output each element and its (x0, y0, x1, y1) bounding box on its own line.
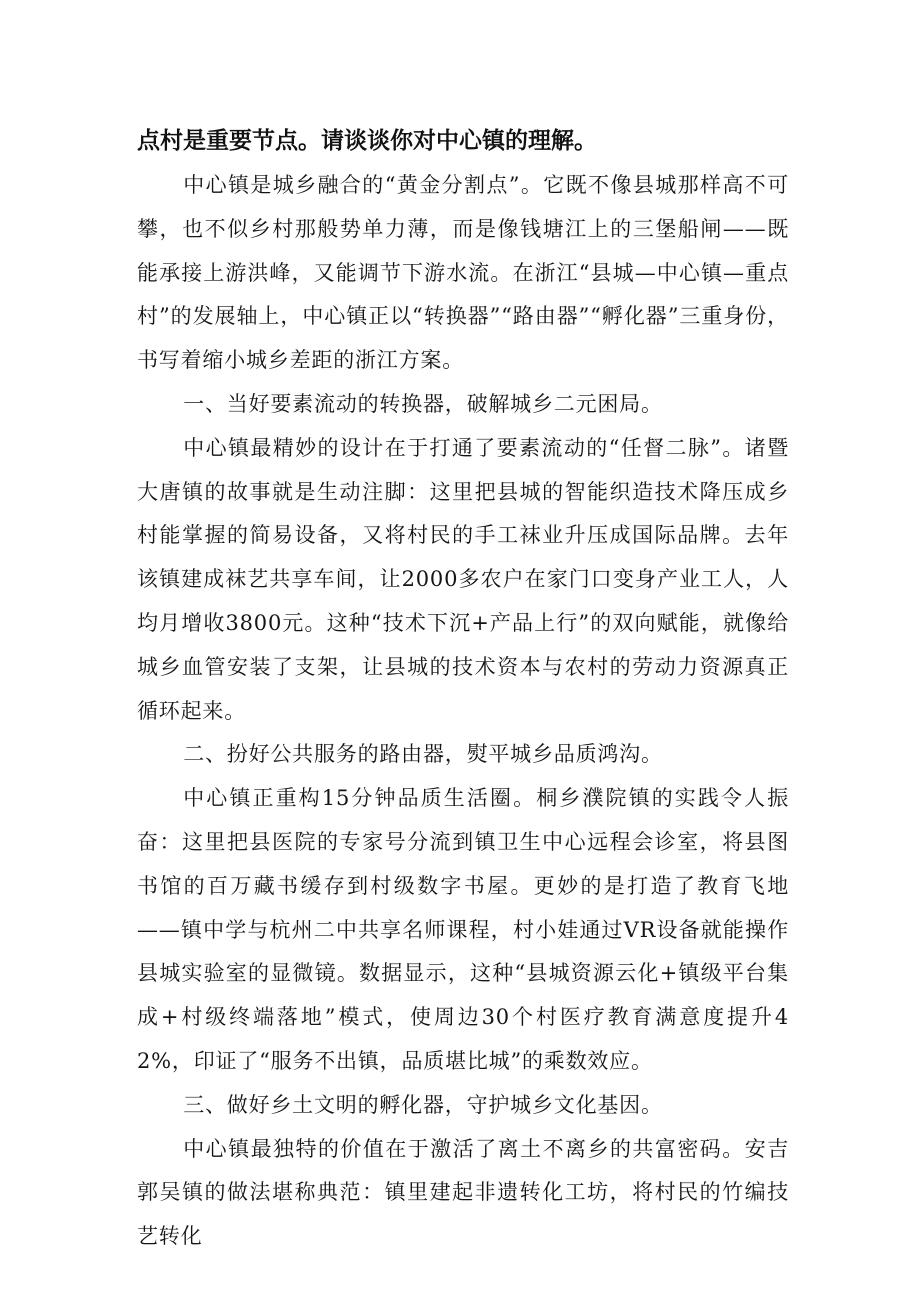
section-heading-2: 二、扮好公共服务的路由器，熨平城乡品质鸿沟。 (183, 742, 663, 767)
section-heading-1: 一、当好要素流动的转换器，破解城乡二元困局。 (183, 391, 663, 416)
section-1-paragraph: 中心镇最精妙的设计在于打通了要素流动的“任督二脉”。诸暨大唐镇的故事就是生动注脚：这里把县城的智能织造技术降压成乡村能掌握的简易设备，又将村民的手工袜业升压成国际品牌。去年该镇建成袜艺共享车间，让2000多农户在家门口变身产业工人，人均月增收3800元。这种“技术下沉+产品上行”的双向赋能，就像给城乡血管安装了支架，让县城的技术资本与农村的劳动力资源真正循环起来。 (137, 435, 789, 723)
section-2-paragraph: 中心镇正重构15分钟品质生活圈。桐乡濮院镇的实践令人振奋：这里把县医院的专家号分流到镇卫生中心远程会诊室，将县图书馆的百万藏书缓存到村级数字书屋。更妙的是打造了教育飞地——镇中学与杭州二中共享名师课程，村小娃通过VR设备就能操作县城实验室的显微镜。数据显示，这种“县城资源云化+镇级平台集成+村级终端落地”模式，使周边30个村医疗教育满意度提升42%，印证了“服务不出镇，品质堪比城”的乘数效应。 (137, 786, 789, 1073)
document-body (137, 118, 789, 1259)
section-heading-3: 三、做好乡土文明的孵化器，守护城乡文化基因。 (183, 1092, 663, 1117)
question-heading: 点村是重要节点。请谈谈你对中心镇的理解。 (137, 128, 597, 154)
intro-paragraph: 中心镇是城乡融合的“黄金分割点”。它既不像县城那样高不可攀，也不似乡村那般势单力薄，而是像钱塘江上的三堡船闸——既能承接上游洪峰，又能调节下游水流。在浙江“县城—中心镇—重点村”的发展轴上，中心镇正以“转换器”“路由器”“孵化器”三重身份，书写着缩小城乡差距的浙江方案。 (137, 173, 789, 373)
section-3-paragraph: 中心镇最独特的价值在于激活了离土不离乡的共富密码。安吉郭吴镇的做法堪称典范：镇里建起非遗转化工坊，将村民的竹编技艺转化 (137, 1136, 789, 1249)
